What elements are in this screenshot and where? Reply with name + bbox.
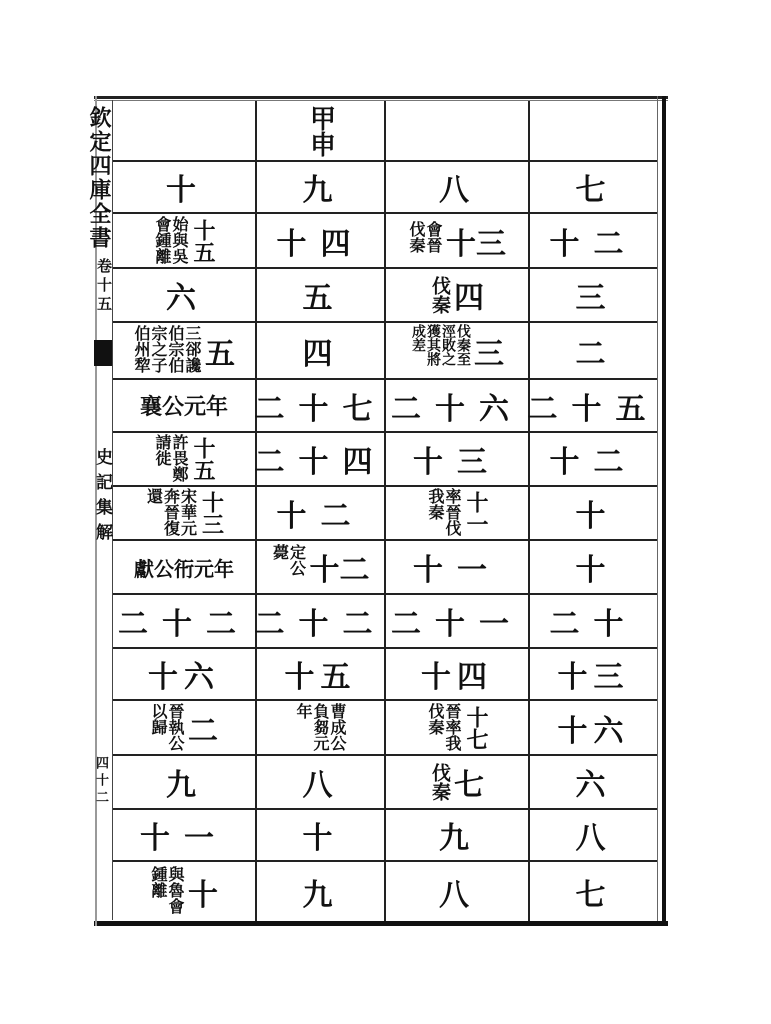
cell-col1-row8 bbox=[113, 541, 255, 593]
cell-year-text: 十五 bbox=[190, 218, 216, 263]
cell-note-text: 許畏鄭請徙 bbox=[153, 434, 189, 482]
cell-year-text: 十五 bbox=[190, 437, 216, 481]
margin-top-title: 欽定四庫全書 bbox=[86, 106, 112, 250]
cell-col3-row12 bbox=[386, 756, 528, 808]
cell-text: 二十二 bbox=[118, 607, 250, 642]
cell-col1-row5 bbox=[113, 380, 255, 431]
cell-col4-row11 bbox=[530, 701, 657, 754]
cell-note-text: 率晉伐我秦 bbox=[426, 488, 462, 536]
cell-year-text: 七 bbox=[454, 768, 484, 803]
cell-text: 十六 bbox=[148, 660, 220, 695]
cell-text: 襄公元年 bbox=[139, 394, 228, 420]
cell-note-text: 晉執公以歸 bbox=[149, 702, 185, 751]
cell-col1-row1 bbox=[113, 162, 255, 212]
cell-text: 十一 bbox=[413, 553, 501, 588]
cell-col3-row9 bbox=[386, 595, 528, 647]
frame-right-border bbox=[662, 96, 666, 926]
cell-text: 十二 bbox=[549, 226, 638, 262]
cell-text: 甲申 bbox=[305, 104, 336, 157]
cell-year-text: 十 bbox=[188, 877, 218, 913]
cell-col3-row1 bbox=[386, 162, 528, 212]
cell-text: 二十 bbox=[549, 607, 638, 642]
cell-col1-row11 bbox=[113, 701, 255, 754]
cell-note-text: 伐秦至涇敗之獲其將成差 bbox=[410, 323, 471, 366]
chronology-table bbox=[113, 101, 660, 921]
cell-col2-row1 bbox=[257, 162, 384, 212]
cell-note-text: 與魯會鍾離 bbox=[149, 865, 185, 914]
cell-col1-row4 bbox=[113, 323, 255, 378]
cell-col2-row10 bbox=[257, 649, 384, 699]
margin-fishtail-mark bbox=[94, 340, 112, 366]
cell-col2-row13 bbox=[257, 810, 384, 860]
cell-text: 十 bbox=[302, 821, 339, 856]
cell-text: 十 bbox=[575, 499, 612, 534]
cell-note-text: 伐秦 bbox=[429, 763, 451, 801]
cell-col2-row4 bbox=[257, 323, 384, 378]
cell-col3-row11 bbox=[386, 701, 528, 754]
cell-year-text: 十七 bbox=[463, 705, 489, 750]
cell-text: 四 bbox=[302, 336, 339, 372]
cell-col4-row5 bbox=[527, 380, 660, 431]
cell-col2-row8 bbox=[257, 541, 384, 593]
cell-text: 三 bbox=[575, 281, 612, 316]
cell-text: 九 bbox=[302, 877, 339, 913]
cell-text: 二十二 bbox=[254, 607, 387, 642]
cell-col4-row14 bbox=[530, 862, 657, 921]
cell-col3-row14 bbox=[386, 862, 528, 921]
cell-col4-row10 bbox=[530, 649, 657, 699]
cell-col1-row13 bbox=[113, 810, 255, 860]
cell-col4-row13 bbox=[530, 810, 657, 860]
cell-text: 八 bbox=[439, 173, 475, 208]
cell-col3-row13 bbox=[386, 810, 528, 860]
cell-col2-row7 bbox=[257, 487, 384, 539]
cell-col1-row2 bbox=[113, 214, 255, 267]
cell-col4-row1 bbox=[530, 162, 657, 212]
cell-text: 十 bbox=[575, 553, 612, 588]
cell-col4-row3 bbox=[530, 269, 657, 321]
cell-text: 五 bbox=[302, 281, 339, 316]
cell-col3-row10 bbox=[386, 649, 528, 699]
cell-col2-row14 bbox=[257, 862, 384, 921]
cell-col1-row12 bbox=[113, 756, 255, 808]
cell-col2-row5 bbox=[254, 380, 387, 431]
cell-col1-row3 bbox=[113, 269, 255, 321]
cell-col2-row6 bbox=[254, 433, 387, 485]
cell-year-text: 十三 bbox=[198, 491, 225, 535]
cell-text: 十二 bbox=[276, 499, 365, 534]
cell-year-text: 五 bbox=[205, 336, 235, 372]
cell-col4-row12 bbox=[530, 756, 657, 808]
cell-text: 九 bbox=[439, 821, 475, 856]
cell-col3-row6 bbox=[386, 433, 528, 485]
cell-text: 獻公衎元年 bbox=[134, 556, 234, 581]
cell-text: 八 bbox=[439, 877, 475, 913]
cell-text: 十四 bbox=[276, 226, 365, 262]
frame-top-border bbox=[94, 96, 668, 99]
cell-note-text: 三郤讒伯宗伯宗之子伯州犂 bbox=[132, 324, 202, 373]
cell-note-text: 伐秦 bbox=[429, 276, 451, 314]
cell-note-text: 曹成公負芻元年 bbox=[294, 702, 347, 751]
cell-col1-row9 bbox=[113, 595, 255, 647]
cell-year-text: 十二 bbox=[309, 553, 370, 588]
cell-text: 二 bbox=[575, 336, 612, 372]
cell-text: 十六 bbox=[557, 713, 630, 749]
cell-col2-row0 bbox=[257, 101, 384, 160]
cell-col3-row3 bbox=[386, 269, 528, 321]
cell-text: 七 bbox=[575, 173, 612, 208]
cell-text: 八 bbox=[302, 768, 339, 803]
cell-text: 二十七 bbox=[254, 391, 387, 427]
margin-book-title: 史記集解 bbox=[92, 448, 112, 548]
cell-note-text: 定公薨 bbox=[270, 544, 307, 576]
cell-text: 二十六 bbox=[391, 391, 523, 427]
cell-year-text: 十一 bbox=[463, 491, 489, 535]
cell-text: 六 bbox=[575, 768, 612, 803]
cell-year-text: 四 bbox=[454, 281, 484, 316]
frame-right-inner-border bbox=[657, 96, 658, 926]
cell-note-text: 晉率我伐秦 bbox=[426, 702, 462, 751]
cell-note-text: 會晉伐秦 bbox=[407, 220, 443, 253]
cell-col3-row7 bbox=[386, 487, 528, 539]
cell-col1-row10 bbox=[113, 649, 255, 699]
cell-text: 十三 bbox=[413, 445, 501, 480]
cell-text: 九 bbox=[302, 173, 339, 208]
cell-text: 十四 bbox=[421, 660, 493, 695]
cell-text: 八 bbox=[575, 821, 612, 856]
cell-text: 十五 bbox=[284, 660, 357, 695]
cell-col1-row7 bbox=[113, 487, 255, 539]
cell-col1-row14 bbox=[113, 862, 255, 921]
cell-note-text: 始與吳會鍾離 bbox=[153, 215, 189, 264]
cell-col3-row4 bbox=[386, 323, 528, 378]
margin-page-number: 四十二 bbox=[93, 756, 108, 807]
cell-text: 二十五 bbox=[527, 391, 660, 427]
cell-col2-row9 bbox=[254, 595, 387, 647]
cell-col4-row8 bbox=[530, 541, 657, 593]
cell-col2-row11 bbox=[257, 701, 384, 754]
cell-col2-row2 bbox=[257, 214, 384, 267]
cell-col3-row5 bbox=[386, 380, 528, 431]
cell-text: 十一 bbox=[140, 821, 228, 856]
cell-col3-row8 bbox=[386, 541, 528, 593]
cell-col1-row6 bbox=[113, 433, 255, 485]
cell-col4-row4 bbox=[530, 323, 657, 378]
cell-text: 十二 bbox=[549, 445, 638, 480]
cell-col4-row6 bbox=[530, 433, 657, 485]
cell-col4-row9 bbox=[530, 595, 657, 647]
cell-text: 九 bbox=[166, 768, 202, 803]
cell-text: 十 bbox=[166, 173, 202, 208]
cell-col3-row2 bbox=[386, 214, 528, 267]
frame-bottom-border bbox=[94, 921, 668, 926]
cell-text: 六 bbox=[166, 281, 202, 316]
cell-text: 二十四 bbox=[254, 445, 387, 480]
cell-col2-row3 bbox=[257, 269, 384, 321]
cell-col2-row12 bbox=[257, 756, 384, 808]
cell-year-text: 十三 bbox=[446, 226, 506, 262]
cell-text: 二十一 bbox=[391, 607, 523, 642]
cell-col4-row2 bbox=[530, 214, 657, 267]
cell-year-text: 二 bbox=[188, 713, 218, 749]
cell-text: 七 bbox=[575, 877, 612, 913]
cell-note-text: 宋華元奔晉復還 bbox=[144, 488, 198, 536]
cell-year-text: 三 bbox=[474, 336, 504, 372]
cell-text: 十三 bbox=[557, 660, 630, 695]
cell-col4-row7 bbox=[530, 487, 657, 539]
margin-volume: 卷十五 bbox=[95, 258, 113, 315]
